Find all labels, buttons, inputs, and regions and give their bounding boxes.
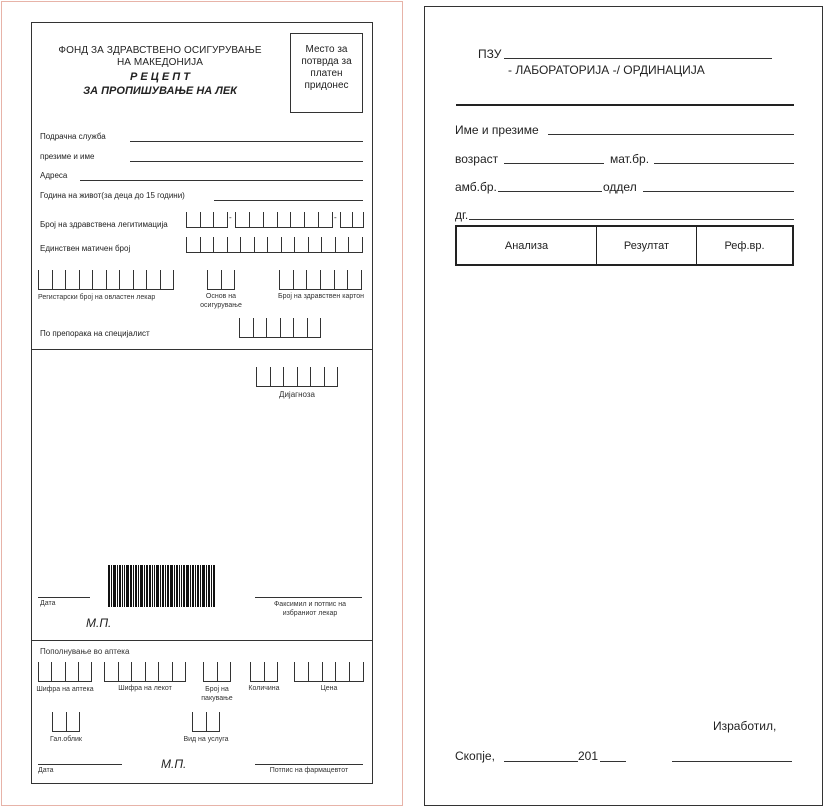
prescription-title: Р Е Ц Е П Т bbox=[130, 71, 190, 83]
drug-code-comb[interactable] bbox=[104, 662, 186, 682]
date-line[interactable] bbox=[504, 761, 578, 762]
package-count-label: Број на пакување bbox=[201, 686, 233, 702]
diagnosis-line[interactable] bbox=[469, 219, 794, 220]
department-label: оддел bbox=[603, 180, 637, 194]
insurance-id-comb-3[interactable] bbox=[340, 212, 364, 228]
institution-line[interactable] bbox=[504, 58, 772, 59]
pharmacy-date-label: Дата bbox=[38, 767, 54, 774]
pharmacy-date-line[interactable] bbox=[38, 764, 122, 765]
stamp-line: придонес bbox=[304, 80, 349, 91]
personal-id-label: Единствен матичен број bbox=[40, 244, 131, 253]
drug-code-label: Шифра на лекот bbox=[118, 685, 172, 692]
facsimile-label: Факсимил и потпис на избраниот лекар bbox=[273, 601, 346, 617]
stamp-line: Место за bbox=[305, 44, 348, 55]
pharmacy-code-comb[interactable] bbox=[38, 662, 92, 682]
date-label: Дата bbox=[40, 600, 56, 607]
health-card-label: Број на здравствен картон bbox=[278, 293, 364, 300]
institution-prefix: ПЗУ bbox=[478, 47, 502, 61]
city-label: Скопје, bbox=[455, 749, 495, 763]
dash: - bbox=[229, 213, 232, 222]
reg-no-line[interactable] bbox=[654, 163, 794, 164]
facsimile-line[interactable] bbox=[255, 597, 362, 598]
institution-line2: - ЛАБОРАТОРИЈА -/ ОРДИНАЦИЈА bbox=[508, 63, 705, 77]
regional-office-label: Подрачна служба bbox=[40, 132, 106, 141]
signature-line[interactable] bbox=[672, 761, 792, 762]
analysis-header: Анализа bbox=[457, 227, 597, 264]
date-line[interactable] bbox=[38, 597, 90, 598]
price-comb[interactable] bbox=[294, 662, 364, 682]
diagnosis-comb[interactable] bbox=[256, 367, 338, 387]
fund-country: НА МАКЕДОНИЈА bbox=[116, 57, 204, 68]
pharmacy-mp-label: М.П. bbox=[161, 757, 187, 771]
pharmacist-signature-label: Потпис на фармацевтот bbox=[269, 767, 349, 774]
section-divider bbox=[31, 349, 373, 350]
service-type-label: Вид на услуга bbox=[183, 736, 229, 743]
surname-name-line[interactable] bbox=[130, 161, 363, 162]
year-prefix: 201 bbox=[578, 749, 599, 763]
price-label: Цена bbox=[320, 685, 338, 692]
age-line[interactable] bbox=[504, 163, 604, 164]
prepared-by-label: Изработил, bbox=[713, 719, 777, 733]
address-label: Адреса bbox=[40, 171, 68, 180]
reg-no-label: мат.бр. bbox=[610, 152, 650, 166]
insurance-id-label: Број на здравствена легитимација bbox=[40, 220, 168, 229]
galenic-form-comb[interactable] bbox=[52, 712, 80, 732]
service-type-comb[interactable] bbox=[192, 712, 220, 732]
year-line[interactable] bbox=[600, 761, 626, 762]
patient-name-line[interactable] bbox=[548, 134, 794, 135]
fund-name: ФОНД ЗА ЗДРАВСТВЕНО ОСИГУРУВАЊЕ bbox=[58, 45, 262, 56]
diagnosis-label: Дијагноза bbox=[279, 390, 315, 399]
diagnosis-label: дг. bbox=[455, 208, 469, 222]
header-divider bbox=[456, 104, 794, 106]
mp-stamp-label: М.П. bbox=[86, 616, 112, 630]
age-label: Година на живот(за деца до 15 години) bbox=[40, 191, 185, 200]
contribution-stamp-box bbox=[290, 33, 363, 113]
pharmacy-divider bbox=[31, 640, 373, 641]
stamp-line: платен bbox=[310, 68, 343, 79]
package-count-comb[interactable] bbox=[203, 662, 231, 682]
health-card-comb[interactable] bbox=[279, 270, 362, 290]
pharmacist-signature-line[interactable] bbox=[255, 764, 363, 765]
specialist-label: По препорака на специјалист bbox=[40, 329, 150, 338]
doctor-reg-label: Регистарски број на овластен лекар bbox=[38, 294, 156, 301]
barcode-image bbox=[108, 565, 235, 607]
age-line[interactable] bbox=[214, 200, 363, 201]
amb-no-line[interactable] bbox=[498, 191, 602, 192]
regional-office-line[interactable] bbox=[130, 141, 363, 142]
specialist-comb[interactable] bbox=[239, 318, 321, 338]
pharmacy-section-title: Пополнување во аптека bbox=[40, 647, 130, 656]
insurance-basis-comb[interactable] bbox=[207, 270, 235, 290]
doctor-reg-comb[interactable] bbox=[38, 270, 174, 290]
quantity-label: Количина bbox=[248, 685, 280, 692]
insurance-id-comb-1[interactable] bbox=[186, 212, 228, 228]
galenic-form-label: Гал.облик bbox=[50, 736, 82, 743]
age-label: возраст bbox=[455, 152, 499, 166]
patient-name-label: Име и презиме bbox=[455, 123, 539, 137]
stamp-line: потврда за bbox=[301, 56, 352, 67]
prescription-subtitle: ЗА ПРОПИШУВАЊЕ НА ЛЕК bbox=[83, 85, 237, 97]
results-table-header bbox=[455, 225, 794, 266]
result-header: Резултат bbox=[597, 227, 697, 264]
surname-name-label: презиме и име bbox=[40, 152, 95, 161]
personal-id-comb[interactable] bbox=[186, 237, 363, 253]
pharmacy-code-label: Шифра на аптека bbox=[36, 686, 94, 693]
insurance-id-comb-2[interactable] bbox=[235, 212, 333, 228]
amb-no-label: амб.бр. bbox=[455, 180, 497, 194]
dash: - bbox=[334, 213, 337, 222]
address-line[interactable] bbox=[80, 180, 363, 181]
reference-header: Реф.вр. bbox=[724, 239, 765, 252]
department-line[interactable] bbox=[643, 191, 794, 192]
insurance-basis-label: Основ на осигурување bbox=[200, 293, 242, 309]
quantity-comb[interactable] bbox=[250, 662, 278, 682]
